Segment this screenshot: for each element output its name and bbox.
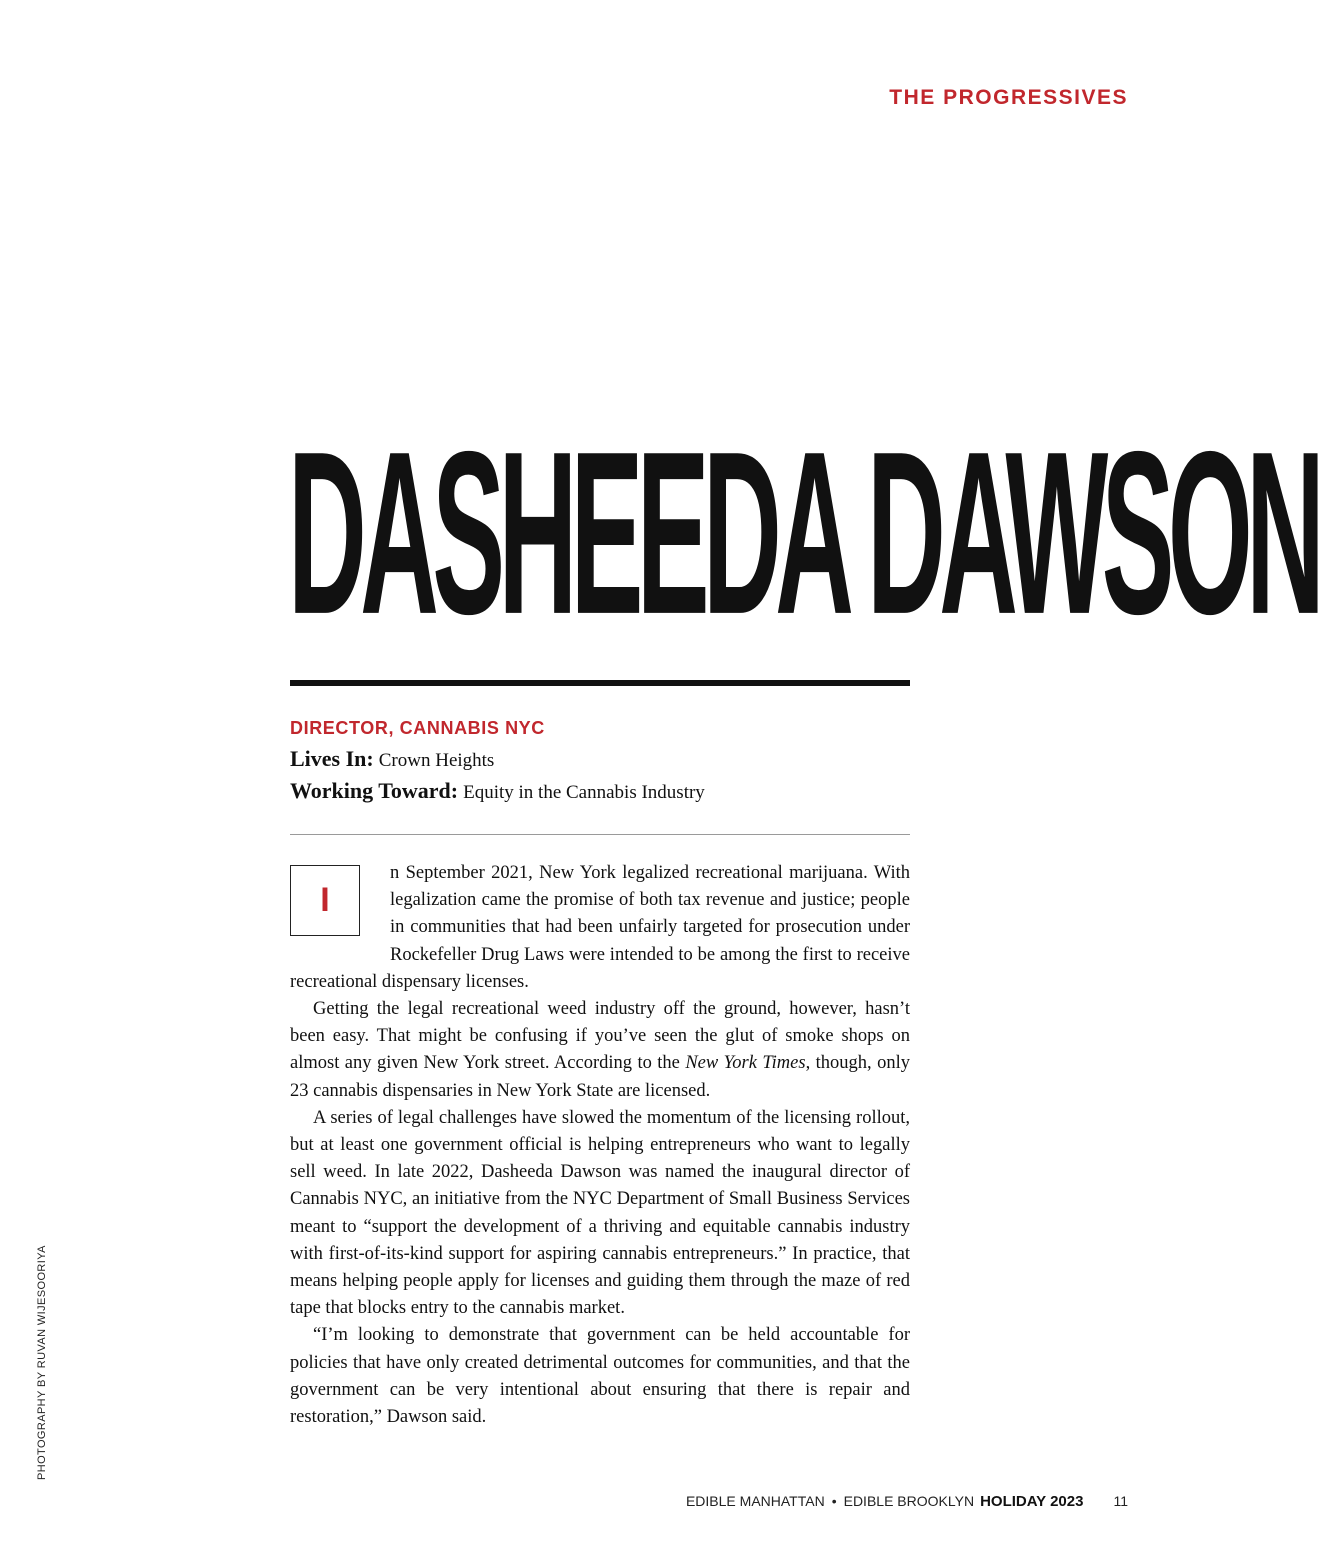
page-footer [686,1493,1128,1510]
section-label: THE PROGRESSIVES [889,86,1128,109]
working-toward-line [290,778,705,804]
lives-in-label: Lives In: [290,746,374,771]
role-title: DIRECTOR, CANNABIS NYC [290,718,545,738]
drop-cap-spacer [290,860,390,966]
lives-in-line [290,746,494,772]
article-body [290,860,910,1431]
working-toward-label: Working Toward: [290,778,459,803]
article-paragraph-4: “I’m looking to demonstrate that government can be held accountable for policies that have only created detrimental outcomes for communities, and that the government can be very intentional about ensuring that there is repair and restoration,” Dawson said. [290,1325,910,1428]
footer-separator: • [831,1493,837,1509]
headline-rule [290,680,910,686]
footer-publication-1: EDIBLE MANHATTAN [685,1493,825,1509]
paragraph-2-text-b: , though, only 23 cannabis dispensaries in New York State are licensed. [290,1053,911,1101]
meta-divider [290,834,910,835]
footer-issue: HOLIDAY 2023 [980,1493,1084,1510]
paragraph-2-text-a: Getting the legal recreational weed industry off the ground, however, hasn’t been easy. That might be confusing if you’ve seen the glut of smoke shops on almost any given New York street. According to the [290,999,910,1074]
photo-credit: PHOTOGRAPHY BY RUVAN WIJESOORIYA [36,1245,48,1480]
page-number: 11 [1113,1493,1128,1509]
article-paragraph-3: A series of legal challenges have slowed the momentum of the licensing rollout, but at least one government official is helping entrepreneurs who want to legally sell weed. In late 2022, Dasheeda Dawson was named the inaugural director of Cannabis NYC, an initiative from the NYC Department of Small Business Services meant to “support the development of a thriving and equitable cannabis industry with first-of-its-kind support for aspiring cannabis entrepreneurs.” In practice, that means helping people apply for licenses and guiding them through the maze of red tape that blocks entry to the cannabis market. [290,1107,910,1319]
paragraph-1-text: n September 2021, New York legalized recreational marijuana. With legalization came the promise of both tax revenue and justice; people in communities that had been unfairly targeted for prosecution under Rockefeller Drug Laws were intended to be among the first to receive recreational dispensary licenses. [290,863,910,992]
publication-title: New York Times [685,1053,806,1074]
headline-text: DASHEEDA DAWSON [288,404,1318,664]
working-toward-value: Equity in the Cannabis Industry [463,782,705,803]
footer-publication-2: EDIBLE BROOKLYN [843,1493,975,1509]
article-paragraph-1 [290,860,910,996]
drop-cap: I [290,865,360,936]
lives-in-value: Crown Heights [378,750,495,771]
article-paragraph-2 [290,996,910,1105]
profile-name-headline [288,404,1318,664]
